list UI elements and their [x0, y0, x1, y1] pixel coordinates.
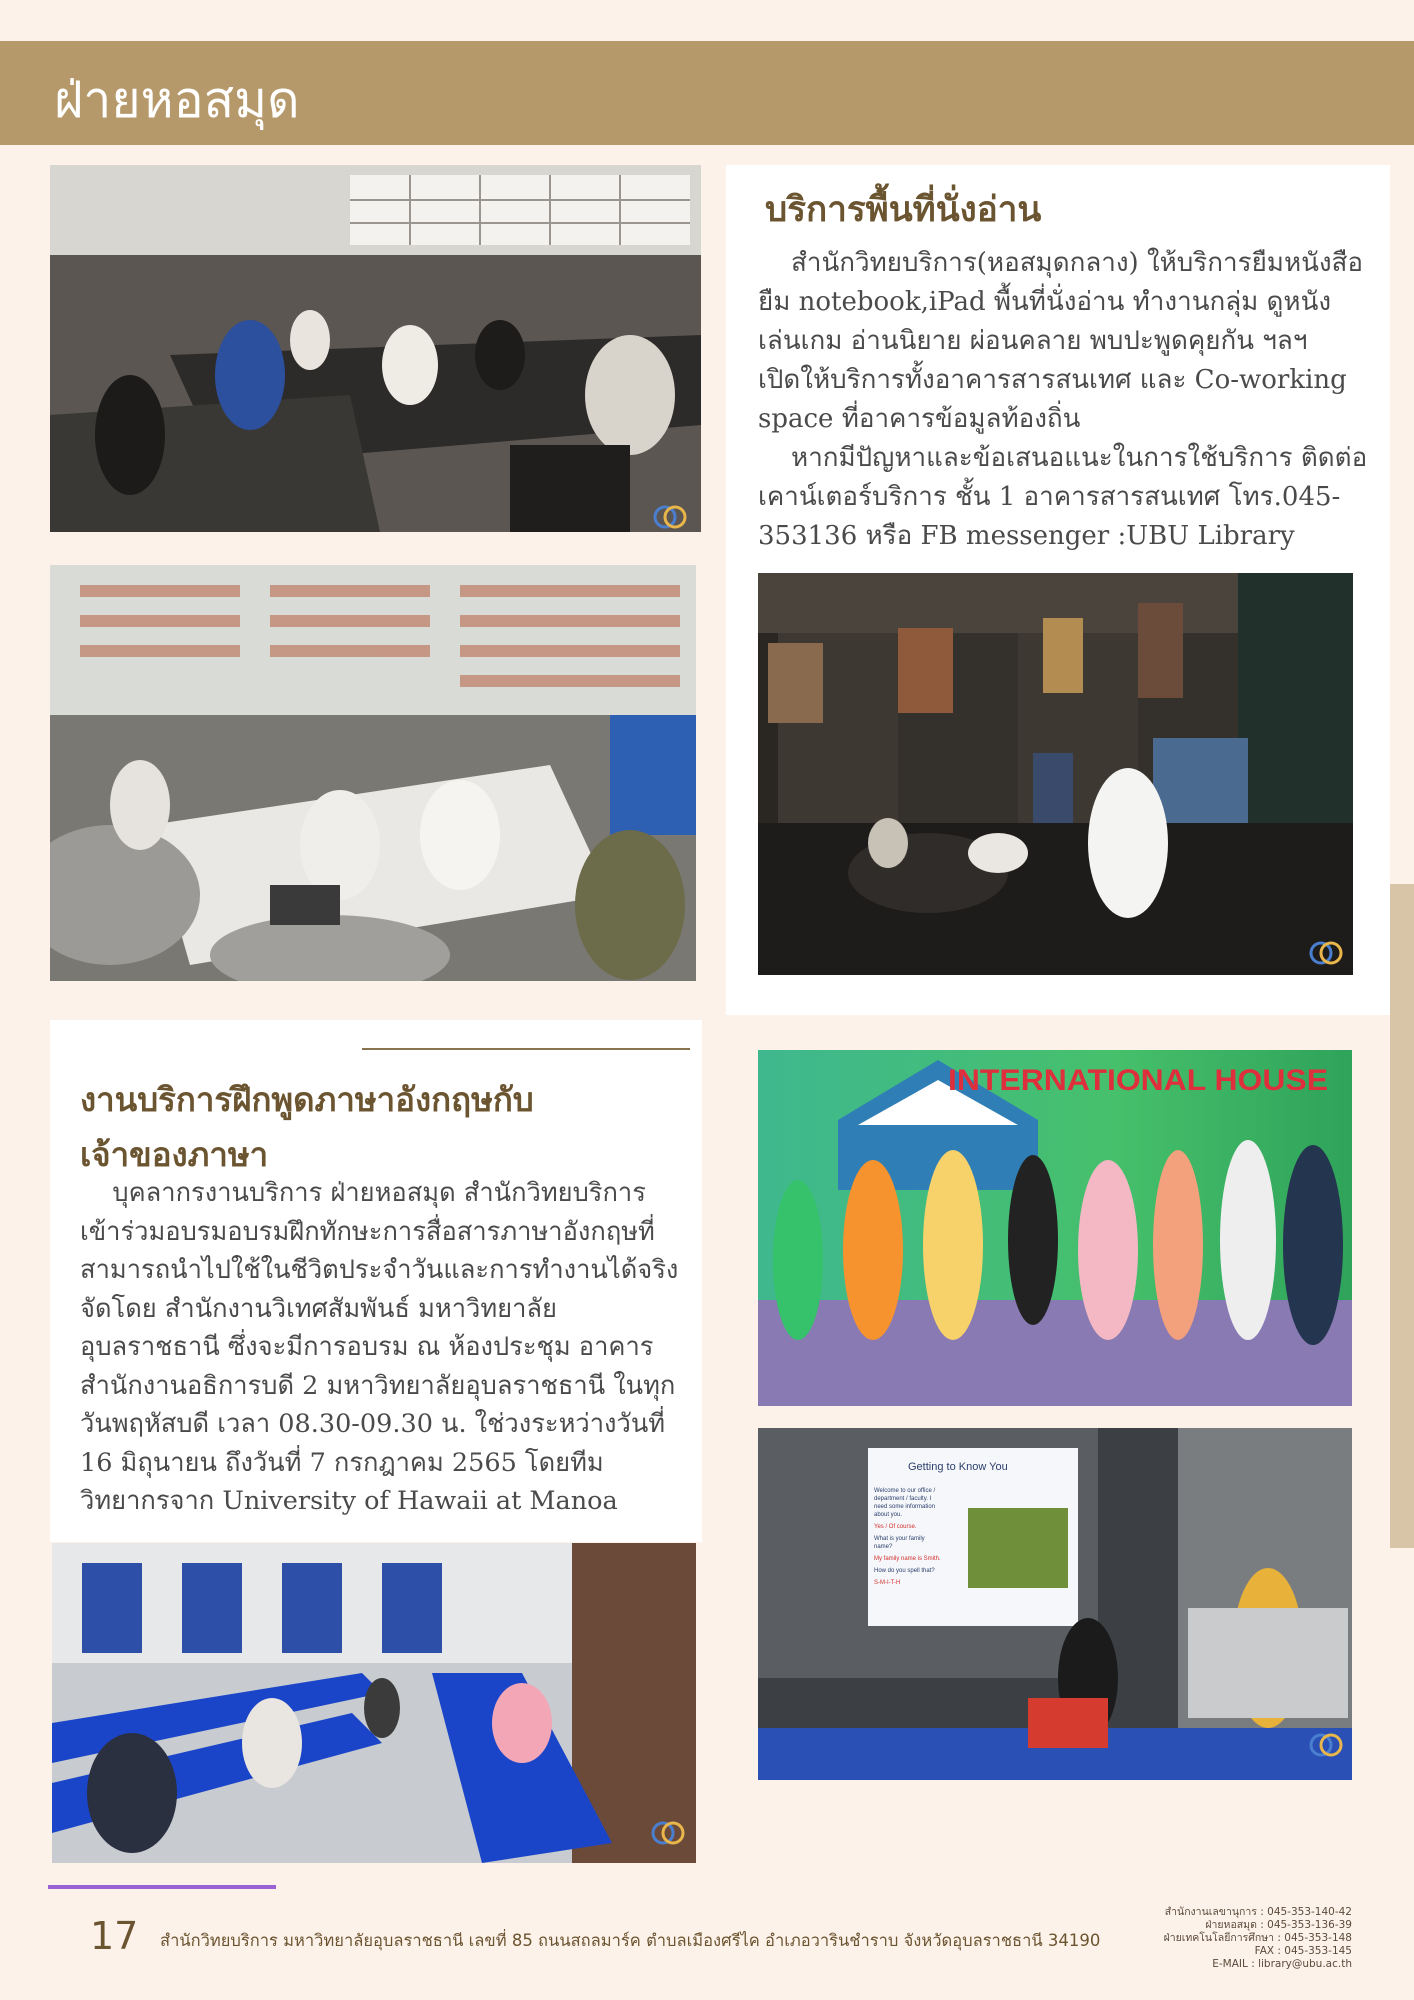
page-title: ฝ่ายหอสมุด — [54, 71, 300, 129]
contact-line: FAX : 045-353-145 — [1254, 1945, 1352, 1957]
slide-bullet: about you. — [874, 1512, 903, 1518]
slide-bullet: need some information — [874, 1504, 936, 1510]
contact-line: สำนักงานเลขานุการ : 045-353-140-42 — [1164, 1906, 1352, 1918]
slide-bullet: name? — [874, 1544, 893, 1550]
footer-address: สำนักวิทยบริการ มหาวิทยาลัยอุบลราชธานี เลขที่ 85 ถนนสถลมาร์ค ตำบลเมืองศรีไค อำเภอวารินชำราบ จังหวัดอุบลราชธานี 34190 — [160, 1931, 1101, 1950]
english-training-title-line: งานบริการฝึกพูดภาษาอังกฤษกับ — [80, 1080, 534, 1119]
slide-title: Getting to Know You — [908, 1461, 1008, 1473]
photo-library-study — [50, 565, 696, 981]
side-tab — [1390, 884, 1414, 1548]
contact-line: E-MAIL : library@ubu.ac.th — [1212, 1958, 1352, 1970]
english-line: จัดโดย สำนักงานวิเทศสัมพันธ์ มหาวิทยาลัย — [80, 1293, 557, 1324]
footer-divider — [48, 1885, 276, 1889]
slide-bullet: Welcome to our office / — [874, 1488, 936, 1494]
english-training-title — [80, 1072, 534, 1182]
reading-line: 353136 หรือ FB messenger :UBU Library — [758, 521, 1295, 551]
english-training-title-line: เจ้าของภาษา — [80, 1135, 269, 1174]
slide-bullet: My family name is Smith. — [874, 1556, 941, 1562]
photo-presentation — [758, 1428, 1352, 1780]
logo-icon — [1306, 1730, 1346, 1760]
photo-international-house — [758, 1050, 1352, 1406]
reading-line: เคาน์เตอร์บริการ ชั้น 1 อาคารสารสนเทศ โทร.045- — [758, 482, 1341, 512]
reading-line: เปิดให้บริการทั้งอาคารสารสนเทศ และ Co-working — [758, 365, 1347, 395]
slide-bullet: department / faculty. I — [874, 1496, 932, 1502]
english-line: วันพฤหัสบดี เวลา 08.30-09.30 น. ใช่วงระหว่างวันที่ — [80, 1409, 666, 1439]
reading-line: space ที่อาคารข้อมูลท้องถิ่น — [758, 404, 1081, 434]
english-line: 16 มิถุนายน ถึงวันที่ 7 กรกฎาคม 2565 โดยทีม — [80, 1447, 604, 1478]
photo-mini-theater — [758, 573, 1353, 975]
reading-area-title: บริการพื้นที่นั่งอ่าน — [765, 190, 1042, 230]
english-line: สามารถนำไปใช้ในชีวิตประจำวันและการทำงานได้จริง — [80, 1255, 679, 1285]
reading-line: หากมีปัญหาและข้อเสนอแนะในการใช้บริการ ติดต่อ — [758, 443, 1368, 473]
slide-bullet: Yes / Of course. — [874, 1524, 917, 1530]
english-line: บุคลากรงานบริการ ฝ่ายหอสมุด สำนักวิทยบริการ — [80, 1178, 646, 1208]
photo-classroom — [52, 1543, 696, 1863]
footer-contacts — [1122, 1906, 1352, 1971]
logo-icon — [648, 1818, 688, 1848]
english-line: อุบลราชธานี ซึ่งจะมีการอบรม ณ ห้องประชุม อาคาร — [80, 1332, 654, 1362]
slide-bullet: What is your family — [874, 1536, 925, 1542]
photo-reading-hall — [50, 165, 701, 532]
divider-line — [362, 1048, 690, 1050]
slide-bullet: S-M-I-T-H — [874, 1580, 901, 1586]
english-training-text — [80, 1174, 690, 1521]
reading-line: สำนักวิทยบริการ(หอสมุดกลาง) ให้บริการยืมหนังสือ — [758, 248, 1364, 278]
contact-line: ฝ่ายหอสมุด : 045-353-136-39 — [1205, 1919, 1352, 1931]
page-number: 17 — [90, 1914, 139, 1958]
page-header — [0, 41, 1414, 145]
english-line: วิทยากรจาก University of Hawaii at Manoa — [80, 1486, 618, 1516]
english-line: เข้าร่วมอบรมอบรมฝึกทักษะการสื่อสารภาษาอังกฤษที่ — [80, 1216, 655, 1247]
english-line: สำนักงานอธิการบดี 2 มหาวิทยาลัยอุบลราชธานี ในทุก — [80, 1370, 676, 1401]
contact-line: ฝ่ายเทคโนโลยีการศึกษา : 045-353-148 — [1163, 1932, 1352, 1944]
logo-icon — [650, 502, 690, 532]
logo-icon — [1306, 938, 1346, 968]
reading-area-text — [758, 244, 1378, 556]
intl-house-sign: INTERNATIONAL HOUSE — [948, 1064, 1328, 1097]
slide-bullet: How do you spell that? — [874, 1568, 935, 1574]
reading-line: ยืม notebook,iPad พื้นที่นั่งอ่าน ทำงานกลุ่ม ดูหนัง — [758, 287, 1332, 317]
reading-line: เล่นเกม อ่านนิยาย ผ่อนคลาย พบปะพูดคุยกัน ฯลฯ — [758, 326, 1308, 356]
